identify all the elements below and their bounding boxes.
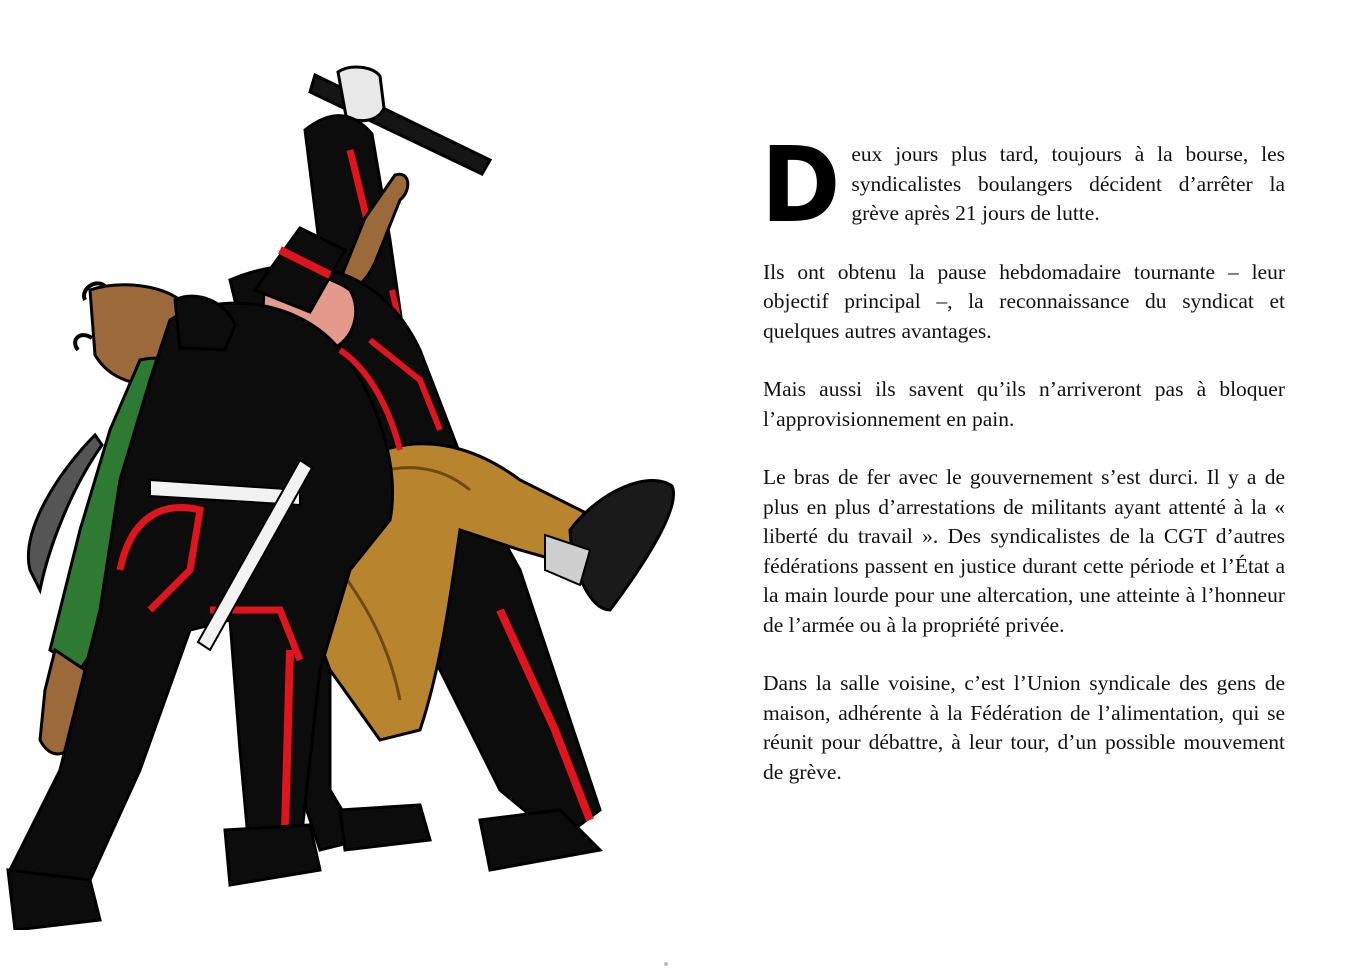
- dropcap: D: [761, 124, 841, 246]
- white-glove: [338, 67, 384, 121]
- paragraph-4: Le bras de fer avec le gouvernement s’est durci. Il y a de plus en plus d’arrestations de militants ayant attenté à la « liberté du travail ». Des syndicalistes de la CGT d’autres fédérations passent en justice durant cette période et l’État a la main lourde pour une altercation, une atteinte à l’honneur de l’armée ou à la propriété privée.: [763, 465, 1285, 637]
- comic-illustration: [0, 50, 700, 930]
- text-column: [761, 124, 1285, 816]
- worker-shoe: [570, 480, 674, 610]
- soldiers-beating-worker-image: [0, 50, 700, 930]
- paragraph-3: Mais aussi ils savent qu’ils n’arriveront pas à bloquer l’approvisionnement en pain.: [763, 377, 1285, 431]
- paragraph-2: Ils ont obtenu la pause hebdomadaire tournante – leur objectif principal –, la reconnaissance du syndicat et quelques autres avantages.: [763, 259, 1285, 343]
- paragraph-1-text: eux jours plus tard, toujours à la bourse, les syndicalistes boulangers décident d’arrêter la grève après 21 jours de lutte.: [851, 142, 1285, 225]
- page-mark: [664, 962, 668, 966]
- paragraph-5: Dans la salle voisine, c’est l’Union syndicale des gens de maison, adhérente à la Fédération de l’alimentation, qui se réunit pour débattre, à leur tour, d’un possible mouvement de grève.: [763, 671, 1285, 784]
- paragraph-1: [761, 124, 1285, 246]
